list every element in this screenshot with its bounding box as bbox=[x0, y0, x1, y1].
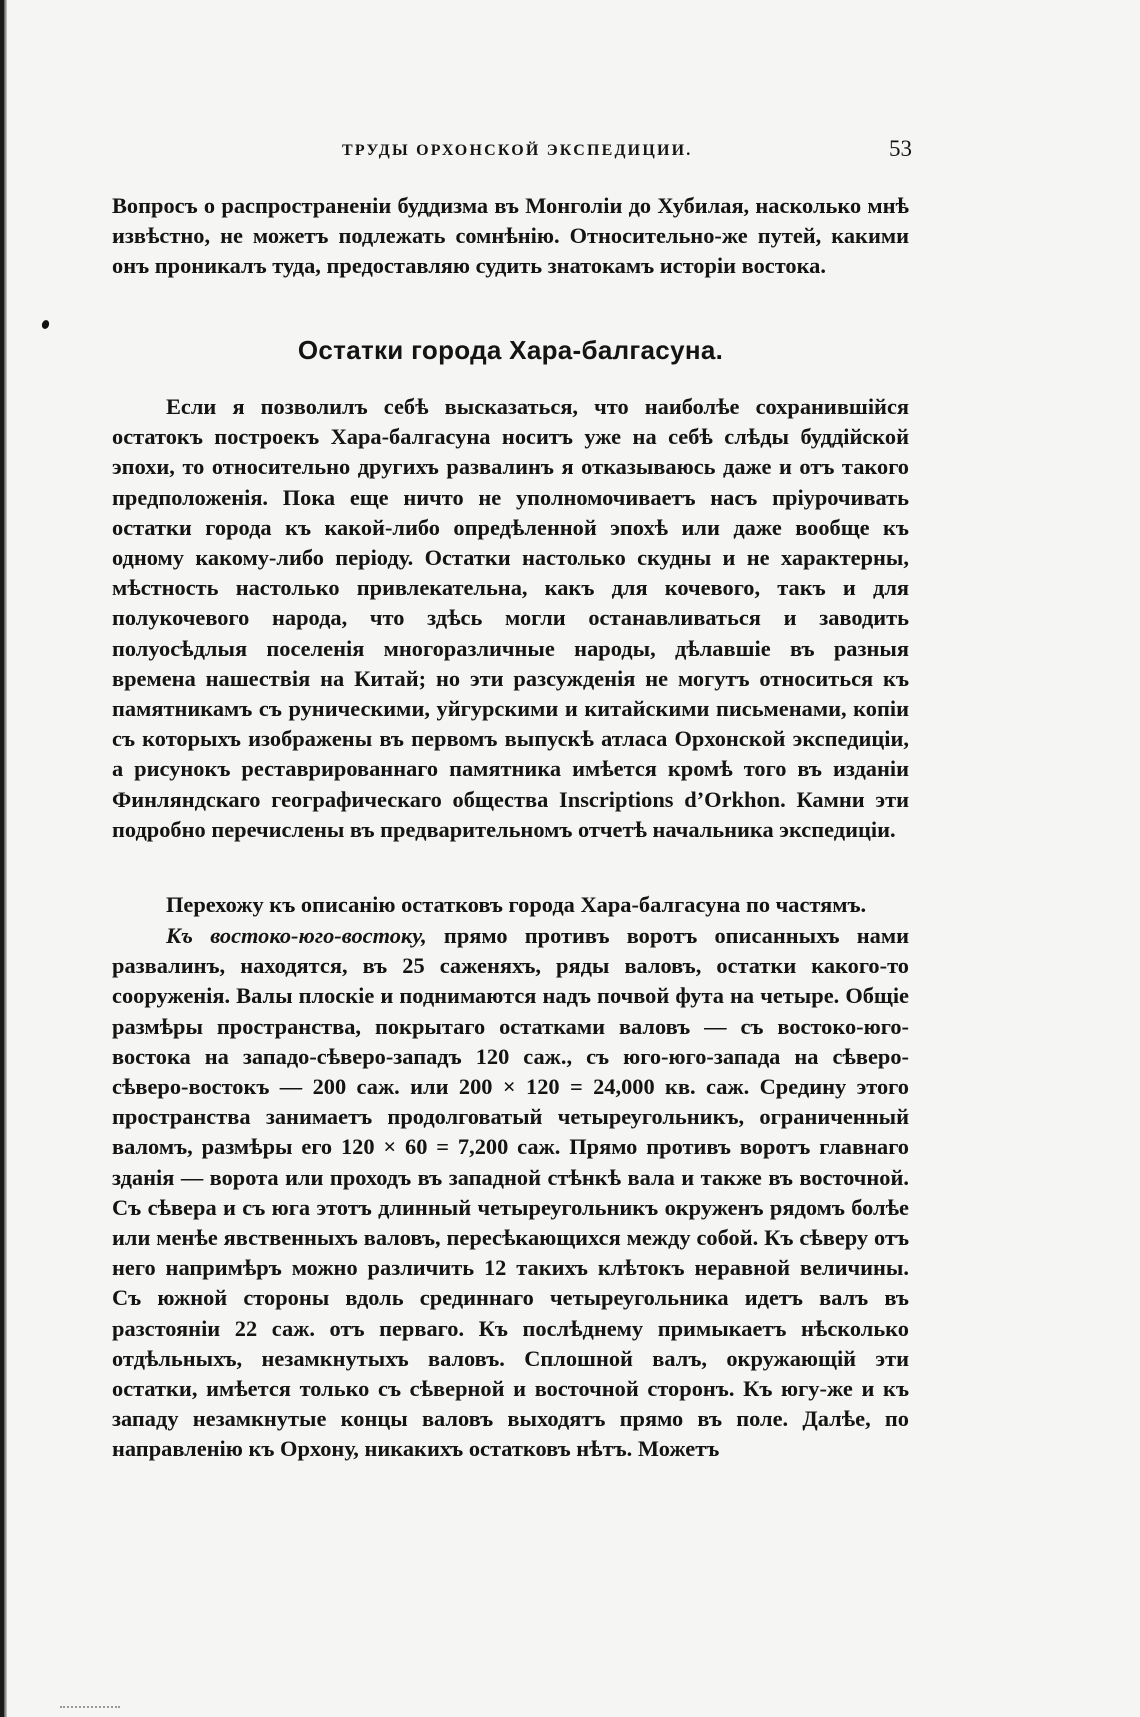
body-paragraph-block-3 bbox=[112, 890, 909, 920]
intro-paragraph-block bbox=[112, 191, 909, 282]
body-paragraph-2: Если я позволилъ себѣ высказаться, что наиболѣе сохранившiйся остатокъ построекъ Хара-балгасуна носитъ уже на себѣ слѣды буддiйской эпохи, то относительно другихъ развалинъ я отказываюсь даже и отъ такого предположенiя. Пока еще ничто не уполномочиваетъ насъ прiурочивать остатки города къ какой-либо опредѣленной эпохѣ или даже вообще къ одному какому-либо перiоду. Остатки настолько скудны и не характерны, мѣстность настолько привлекательна, какъ для кочевого, такъ и для полукочевого народа, что здѣсь могли останавливаться и заводить полуосѣдлыя поселенiя многоразличные народы, дѣлавшiе въ разныя времена нашествiя на Китай; но эти разсужденiя не могутъ относиться къ памятникамъ съ руническими, уйгурскими и китайскими письменами, копiи съ которыхъ изображены въ первомъ выпускѣ атласа Орхонской экспедицiи, а рисунокъ реставрированнаго памятника имѣется кромѣ того въ изданiи Финляндскаго географическаго общества Inscriptions d’Orkhon. Камни эти подробно перечислены въ предварительномъ отчетѣ начальника экспедицiи. bbox=[112, 394, 909, 842]
margin-ink-mark bbox=[41, 319, 51, 330]
running-title: ТРУДЫ ОРХОНСКОЙ ЭКСПЕДИЦИИ. bbox=[342, 142, 693, 159]
page-number: 53 bbox=[889, 136, 912, 161]
intro-paragraph: Вопросъ о распространенiи буддизма въ Монголiи до Хубилая, насколько мнѣ извѣстно, не можетъ подлежать сомнѣнiю. Относительно-же путей, какими онъ проникалъ туда, предоставляю судить знатокамъ исторiи востока. bbox=[112, 193, 909, 279]
scan-specks bbox=[60, 1706, 120, 1711]
body-paragraph-3: Перехожу къ описанiю остатковъ города Хара-балгасуна по частямъ. bbox=[166, 892, 867, 917]
body-paragraph-block-4 bbox=[112, 921, 909, 1465]
paragraph-4-text: прямо противъ воротъ описанныхъ нами развалинъ, находятся, въ 25 саженяхъ, ряды валовъ, остатки какого-то сооруженiя. Валы плоскiе и поднимаются надъ почвой фута на четыре. Общiе размѣры пространства, покрытаго остатками валовъ — съ востоко-юго-востока на западо-сѣверо-западъ 120 саж., съ юго-юго-запада на сѣверо-сѣверо-востокъ — 200 саж. или 200 × 120 = 24,000 кв. саж. Средину этого пространства занимаетъ продолговатый четыреугольникъ, ограниченный валомъ, размѣры его 120 × 60 = 7,200 саж. Прямо противъ воротъ главнаго зданiя — ворота или проходъ въ западной стѣнкѣ вала и также въ восточной. Съ сѣвера и съ юга этотъ длинный четыреугольникъ окруженъ рядомъ болѣе или менѣе явственныхъ валовъ, пересѣкающихся между собой. Къ сѣверу отъ него напримѣръ можно различить 12 такихъ клѣтокъ неравной величины. Съ южной стороны вдоль срединнаго четыреугольника идетъ валъ въ разстоянiи 22 саж. отъ перваго. Къ послѣднему примыкаетъ нѣсколько отдѣльныхъ, незамкнутыхъ валовъ. Сплошной валъ, окружающiй эти остатки, имѣется только съ сѣверной и восточной сторонъ. Къ югу-же и къ западу незамкнутые концы валовъ выходятъ прямо въ поле. Далѣе, по направленiю къ Орхону, никакихъ остатковъ нѣтъ. Можетъ bbox=[112, 923, 910, 1462]
body-paragraph-block bbox=[112, 392, 909, 845]
page-binding-shadow bbox=[4, 0, 7, 1717]
page-header bbox=[342, 136, 912, 166]
section-heading: Остатки города Хара-балгасуна. bbox=[297, 335, 724, 365]
paragraph-4-lead-italic: Къ востоко-юго-востоку, bbox=[166, 923, 427, 948]
body-paragraph-4 bbox=[112, 921, 909, 1465]
